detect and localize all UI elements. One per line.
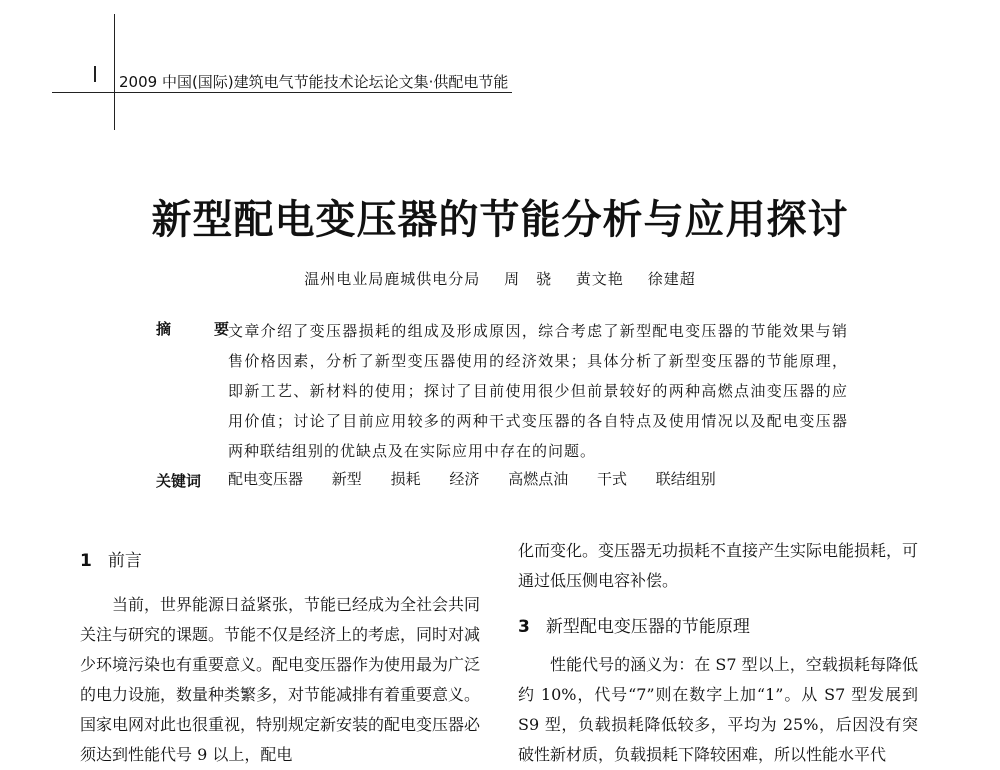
section-number: 3 bbox=[518, 617, 530, 637]
abstract-text: 文章介绍了变压器损耗的组成及形成原因，综合考虑了新型配电变压器的节能效果与销售价格因素，分析了新型变压器使用的经济效果；具体分析了新型变压器的节能原理，即新工艺、新材料的使用；探讨了目前使用很少但前景较好的两种高燃点油变压器的应用价值；讨论了目前应用较多的两种干式变压器的各自特点及使用情况以及配电变压器两种联结组别的优缺点及在实际应用中存在的问题。 bbox=[228, 322, 848, 460]
author-name: 徐建超 bbox=[647, 270, 696, 288]
author-name: 周 骁 bbox=[504, 270, 553, 288]
keyword: 损耗 bbox=[390, 470, 421, 488]
section-number: 1 bbox=[80, 551, 92, 571]
author-line bbox=[0, 268, 1000, 289]
paper-title: 新型配电变压器的节能分析与应用探讨 bbox=[151, 196, 849, 243]
keyword: 新型 bbox=[331, 470, 362, 488]
section-heading-1 bbox=[80, 546, 142, 571]
keyword: 配电变压器 bbox=[228, 470, 304, 488]
section-3-body: 性能代号的涵义为：在 S7 型以上，空载损耗每降低约 10%，代号“7”则在数字上加“1”。从 S7 型发展到 S9 型，负载损耗降低较多，平均为 25%，后因没有突破性新材质，负载损耗下降较困难，所以性能水平代 bbox=[518, 655, 918, 764]
header-horizontal-rule bbox=[52, 92, 512, 93]
running-header: 2009 中国(国际)建筑电气节能技术论坛论文集·供配电节能 bbox=[119, 73, 509, 91]
keyword: 联结组别 bbox=[655, 470, 716, 488]
section-title: 前言 bbox=[107, 551, 142, 571]
affiliation: 温州电业局鹿城供电分局 bbox=[304, 270, 481, 288]
keyword: 干式 bbox=[596, 470, 627, 488]
keyword: 高燃点油 bbox=[508, 470, 569, 488]
keywords-label: 关键词 bbox=[156, 472, 202, 490]
section-title: 新型配电变压器的节能原理 bbox=[545, 617, 750, 637]
section-heading-3 bbox=[518, 612, 750, 637]
keyword: 经济 bbox=[449, 470, 480, 488]
abstract-label: 摘 要 bbox=[156, 320, 244, 338]
header-tick-mark bbox=[94, 66, 96, 82]
continued-paragraph: 化而变化。变压器无功损耗不直接产生实际电能损耗，可通过低压侧电容补偿。 bbox=[518, 541, 919, 590]
keywords-list bbox=[228, 468, 740, 489]
header-vertical-rule bbox=[114, 14, 115, 130]
section-1-body: 当前，世界能源日益紧张，节能已经成为全社会共同关注与研究的课题。节能不仅是经济上的考虑，同时对减少环境污染也有重要意义。配电变压器作为使用最为广泛的电力设施，数量种类繁多，对节能减排有着重要意义。国家电网对此也很重视，特别规定新安装的配电变压器必须达到性能代号 9 以上，配电 bbox=[80, 595, 481, 764]
author-name: 黄文艳 bbox=[575, 270, 624, 288]
